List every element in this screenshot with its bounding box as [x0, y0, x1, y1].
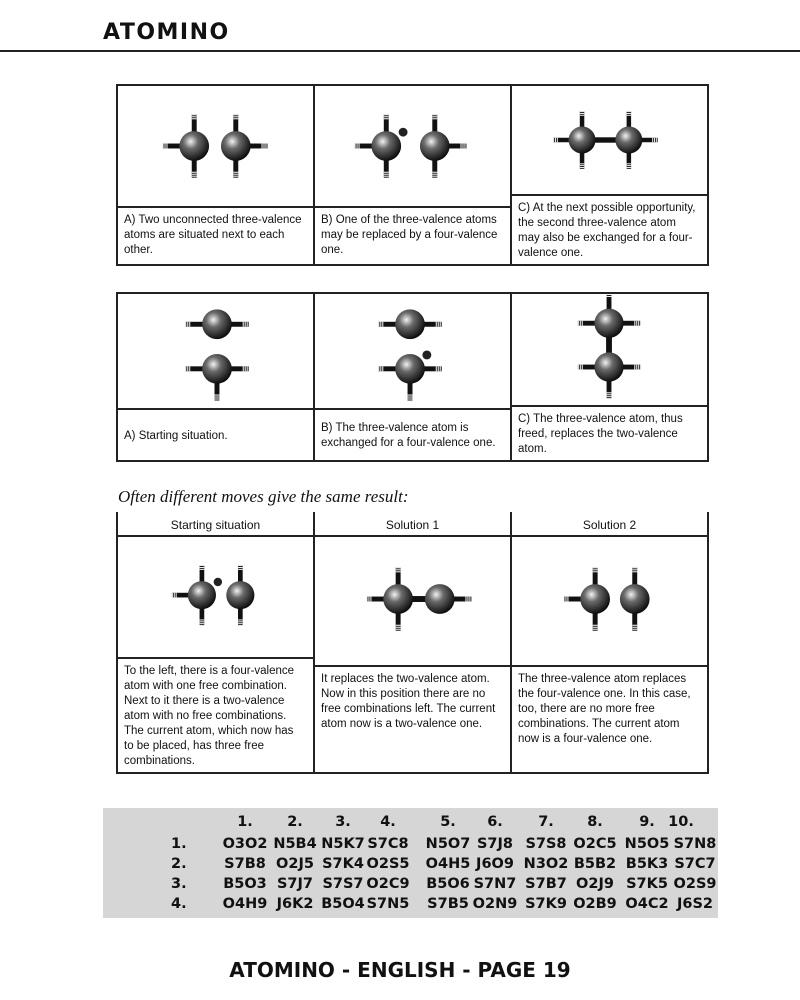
section-intro: Often different moves give the same result: — [118, 487, 409, 506]
code-row-label: 1. — [171, 836, 187, 852]
atom-sphere — [383, 584, 413, 614]
level-code: O2B9 — [573, 896, 617, 912]
level-code: S7J7 — [276, 876, 314, 892]
code-column-header: 8. — [587, 814, 603, 830]
panel-caption: C) The three-valence atom, thus freed, replaces the two-valence atom. — [518, 413, 683, 455]
atom-sphere — [202, 354, 232, 384]
level-code: J6O9 — [476, 856, 514, 872]
code-row-label: 2. — [171, 856, 187, 872]
panel-caption: B) One of the three-valence atoms may be replaced by a four-valence one. — [321, 214, 498, 256]
example-panel-3b — [313, 512, 512, 774]
example-panel-1a — [116, 84, 315, 266]
level-code: N5B4 — [273, 836, 317, 852]
example-panel-3a — [116, 512, 315, 774]
atom-illustration — [512, 537, 707, 667]
level-code: S7B7 — [525, 876, 567, 892]
example-panel-1b — [313, 84, 512, 266]
example-panel-3c — [510, 512, 709, 774]
level-code: O2J9 — [576, 876, 614, 892]
atom-sphere — [395, 354, 425, 384]
atoms-diagram-3a — [118, 537, 313, 657]
bond-stub — [422, 366, 442, 371]
level-code: S7K4 — [322, 856, 364, 872]
header-rule — [0, 50, 800, 52]
level-code: O4C2 — [625, 896, 669, 912]
level-code: O2J5 — [276, 856, 314, 872]
code-row — [103, 856, 718, 876]
atom-sphere — [371, 131, 401, 161]
level-code: N5O5 — [624, 836, 670, 852]
code-row-label: 4. — [171, 896, 187, 912]
panel-caption: It replaces the two-valence atom. Now in this position there are no free combinations left. The current atom now is a two-valence one. — [321, 673, 496, 730]
code-column-header: 9. — [639, 814, 655, 830]
level-code: S7J8 — [476, 836, 514, 852]
level-code: S7S8 — [525, 836, 567, 852]
atom-sphere — [221, 131, 251, 161]
atom-illustration — [118, 86, 313, 208]
atom-sphere — [594, 352, 623, 381]
level-code: N5O7 — [425, 836, 471, 852]
level-code: S7C8 — [367, 836, 409, 852]
atom-illustration — [315, 86, 510, 208]
level-code: N3O2 — [523, 856, 569, 872]
example-panel-2c — [510, 292, 709, 462]
code-row — [103, 896, 718, 916]
free-electron-dot — [422, 351, 431, 360]
code-row — [103, 876, 718, 896]
panel-caption: C) At the next possible opportunity, the second three-valence atom may also be exchanged for a four-valence one. — [518, 202, 696, 259]
atoms-diagram-2a — [118, 294, 313, 408]
free-electron-dot — [214, 578, 222, 586]
bond-stub — [593, 611, 598, 631]
atom-illustration — [512, 86, 707, 196]
level-code: O2S9 — [673, 876, 717, 892]
atom-sphere — [202, 309, 232, 339]
code-column-header: 5. — [440, 814, 456, 830]
panel-caption: To the left, there is a four-valence atom with one free combination. Next to it there is a two-valence atom with no free combinations. The current atom, which now has to be placed, has three free combinations. — [124, 665, 295, 767]
atom-sphere — [420, 131, 450, 161]
level-code: S7N7 — [473, 876, 517, 892]
column-heading: Solution 1 — [315, 512, 510, 537]
code-row-label: 3. — [171, 876, 187, 892]
code-column-header: 6. — [487, 814, 503, 830]
level-code: O2S5 — [366, 856, 410, 872]
atom-sphere — [615, 127, 642, 154]
code-column-header: 7. — [538, 814, 554, 830]
example-row-2 — [116, 292, 709, 462]
atoms-diagram-1a — [118, 86, 313, 206]
level-code: S7S7 — [322, 876, 364, 892]
level-code: O2C9 — [366, 876, 410, 892]
atoms-diagram-3b — [315, 537, 510, 665]
code-column-header: 3. — [335, 814, 351, 830]
atoms-diagram-2c — [512, 294, 707, 405]
level-code: S7C7 — [674, 856, 716, 872]
atom-sphere — [580, 584, 610, 614]
level-code: B5O6 — [426, 876, 470, 892]
level-code: S7K5 — [626, 876, 668, 892]
atom-illustration — [315, 294, 510, 410]
panel-caption: B) The three-valence atom is exchanged for a four-valence one. — [321, 422, 496, 449]
example-panel-2b — [313, 292, 512, 462]
panel-caption: A) Two unconnected three-valence atoms are situated next to each other. — [124, 214, 302, 256]
code-row — [103, 836, 718, 856]
atoms-diagram-3c — [512, 537, 707, 665]
level-code: B5B2 — [573, 856, 617, 872]
bond-stub — [553, 138, 571, 143]
atom-sphere — [569, 127, 596, 154]
panel-caption: The three-valence atom replaces the four-valence one. In this case, too, there are no more free combinations. The current atom now is a four-valence one. — [518, 673, 691, 745]
level-code: S7N5 — [366, 896, 410, 912]
level-code: S7B5 — [427, 896, 469, 912]
atom-sphere — [620, 584, 650, 614]
atom-sphere — [226, 581, 254, 609]
level-code: S7N8 — [673, 836, 717, 852]
column-heading: Solution 2 — [512, 512, 707, 537]
atom-sphere — [179, 131, 209, 161]
level-code: B5K3 — [625, 856, 669, 872]
level-code: O2N9 — [472, 896, 518, 912]
bond-stub — [632, 611, 637, 631]
example-row-1 — [116, 84, 709, 266]
atoms-diagram-1c — [512, 86, 707, 194]
code-column-header: 2. — [287, 814, 303, 830]
level-code: O3O2 — [222, 836, 268, 852]
panel-caption: A) Starting situation. — [124, 429, 228, 442]
atom-sphere — [395, 309, 425, 339]
code-column-header: 1. — [237, 814, 253, 830]
level-code: O4H5 — [425, 856, 471, 872]
atom-sphere — [188, 581, 216, 609]
bond-stub — [422, 322, 442, 327]
example-panel-2a — [116, 292, 315, 462]
level-code: B5O3 — [223, 876, 267, 892]
level-code: J6K2 — [276, 896, 314, 912]
level-code-table — [103, 808, 718, 918]
atom-illustration — [315, 537, 510, 667]
level-code: N5K7 — [321, 836, 365, 852]
level-code: S7B8 — [224, 856, 266, 872]
column-heading: Starting situation — [118, 512, 313, 537]
atoms-diagram-1b — [315, 86, 510, 206]
atom-illustration — [512, 294, 707, 407]
level-code: S7K9 — [525, 896, 567, 912]
atom-sphere — [594, 309, 623, 338]
code-column-header: 10. — [668, 814, 694, 830]
example-panel-1c — [510, 84, 709, 266]
bond-stub — [396, 611, 401, 631]
bond-stub — [452, 597, 472, 602]
free-electron-dot — [399, 128, 408, 137]
code-column-header: 4. — [380, 814, 396, 830]
page-footer: ATOMINO - ENGLISH - PAGE 19 — [229, 958, 571, 982]
level-code: J6S2 — [676, 896, 714, 912]
atom-illustration — [118, 294, 313, 410]
level-code: O2C5 — [573, 836, 617, 852]
level-code: B5O4 — [321, 896, 365, 912]
atoms-diagram-2b — [315, 294, 510, 408]
header-title: ATOMINO — [103, 20, 230, 45]
example-row-3 — [116, 512, 709, 774]
atom-illustration — [118, 537, 313, 659]
code-column-headers — [103, 814, 718, 834]
atom-sphere — [425, 584, 455, 614]
level-code: O4H9 — [222, 896, 268, 912]
bond-stub — [640, 138, 658, 143]
